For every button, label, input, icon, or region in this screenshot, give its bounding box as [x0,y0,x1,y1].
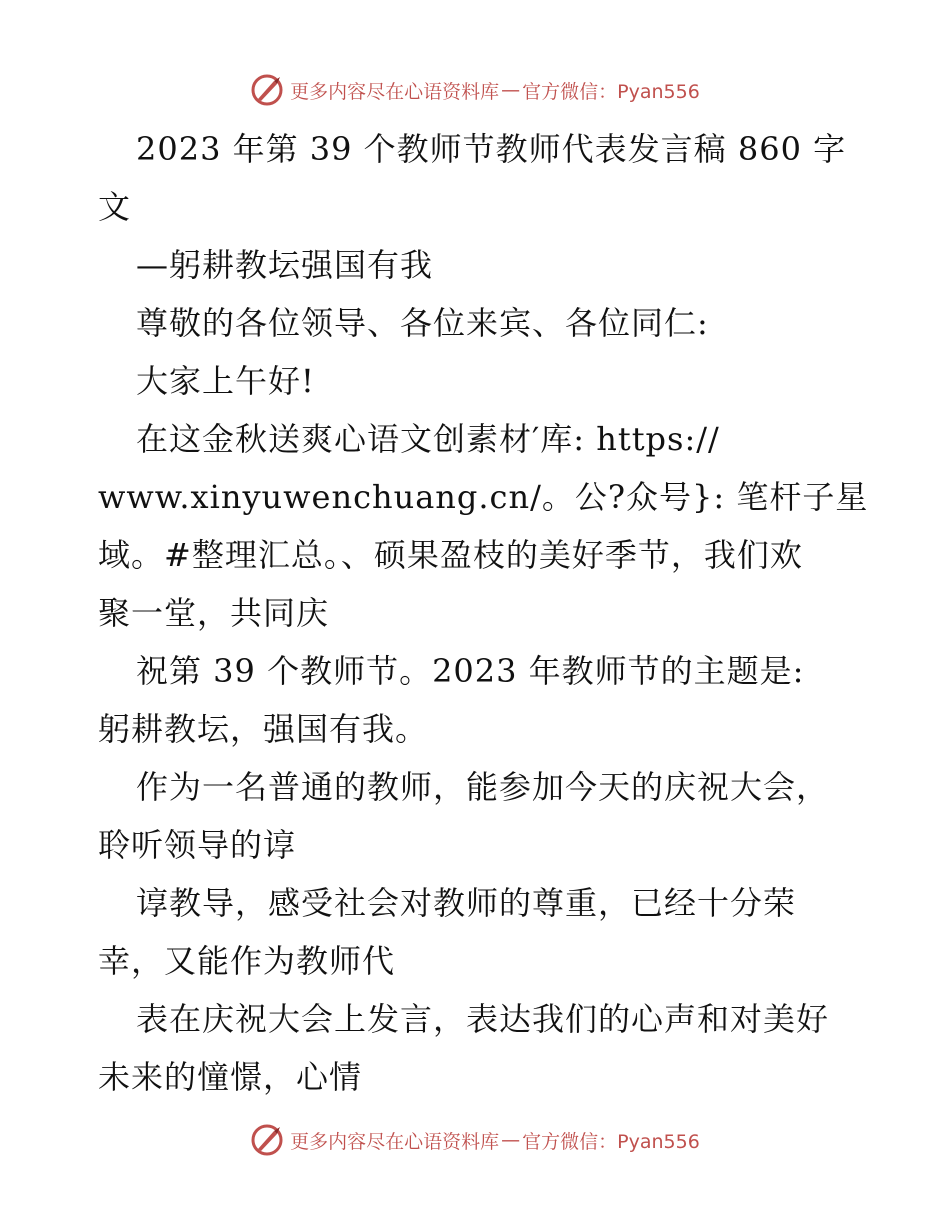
header-banner [0,70,950,110]
greeting-line: 大家上午好! [136,362,315,400]
banner-text: 更多内容尽在心语资料库 [290,1130,500,1153]
banner-wechat: 官方微信：Pyan556 [522,80,700,103]
paragraph-line: 域。#整理汇总。、硕果盈枝的美好季节，我们欢 [98,536,803,574]
paragraph-line: 聚一堂，共同庆 [98,594,330,632]
paragraph-line: 未来的憧憬，心情 [98,1058,363,1096]
banner-separator: — [501,1129,521,1151]
subtitle-line: —躬耕教坛强国有我 [136,246,434,284]
quill-logo-icon [250,1123,284,1157]
paragraph-line: 祝第 39 个教师节。2023 年教师节的主题是: [136,652,805,690]
paragraph-line: www.xinyuwenchuang.cn/。公?众号}: 笔杆子星 [98,478,869,516]
paragraph-line: 聆听领导的谆 [98,826,297,864]
greeting-line: 尊敬的各位领导、各位来宾、各位同仁: [136,304,709,342]
title-line-cont: 文 [98,188,132,226]
paragraph-line: 谆教导，感受社会对教师的尊重，已经十分荣 [136,884,797,922]
paragraph-line: 幸，又能作为教师代 [98,942,396,980]
banner-wechat: 官方微信：Pyan556 [522,1130,700,1153]
paragraph-line: 作为一名普通的教师，能参加今天的庆祝大会， [136,768,830,806]
document-body [98,120,869,1106]
title-line: 2023 年第 39 个教师节教师代表发言稿 860 字 [136,130,847,168]
footer-banner [0,1120,950,1160]
paragraph-line: 躬耕教坛，强国有我。 [98,710,429,748]
paragraph-line: 表在庆祝大会上发言，表达我们的心声和对美好 [136,1000,830,1038]
banner-separator: — [501,79,521,101]
banner-text: 更多内容尽在心语资料库 [290,80,500,103]
quill-logo-icon [250,73,284,107]
paragraph-line: 在这金秋送爽心语文创素材′库: https:// [136,420,720,458]
